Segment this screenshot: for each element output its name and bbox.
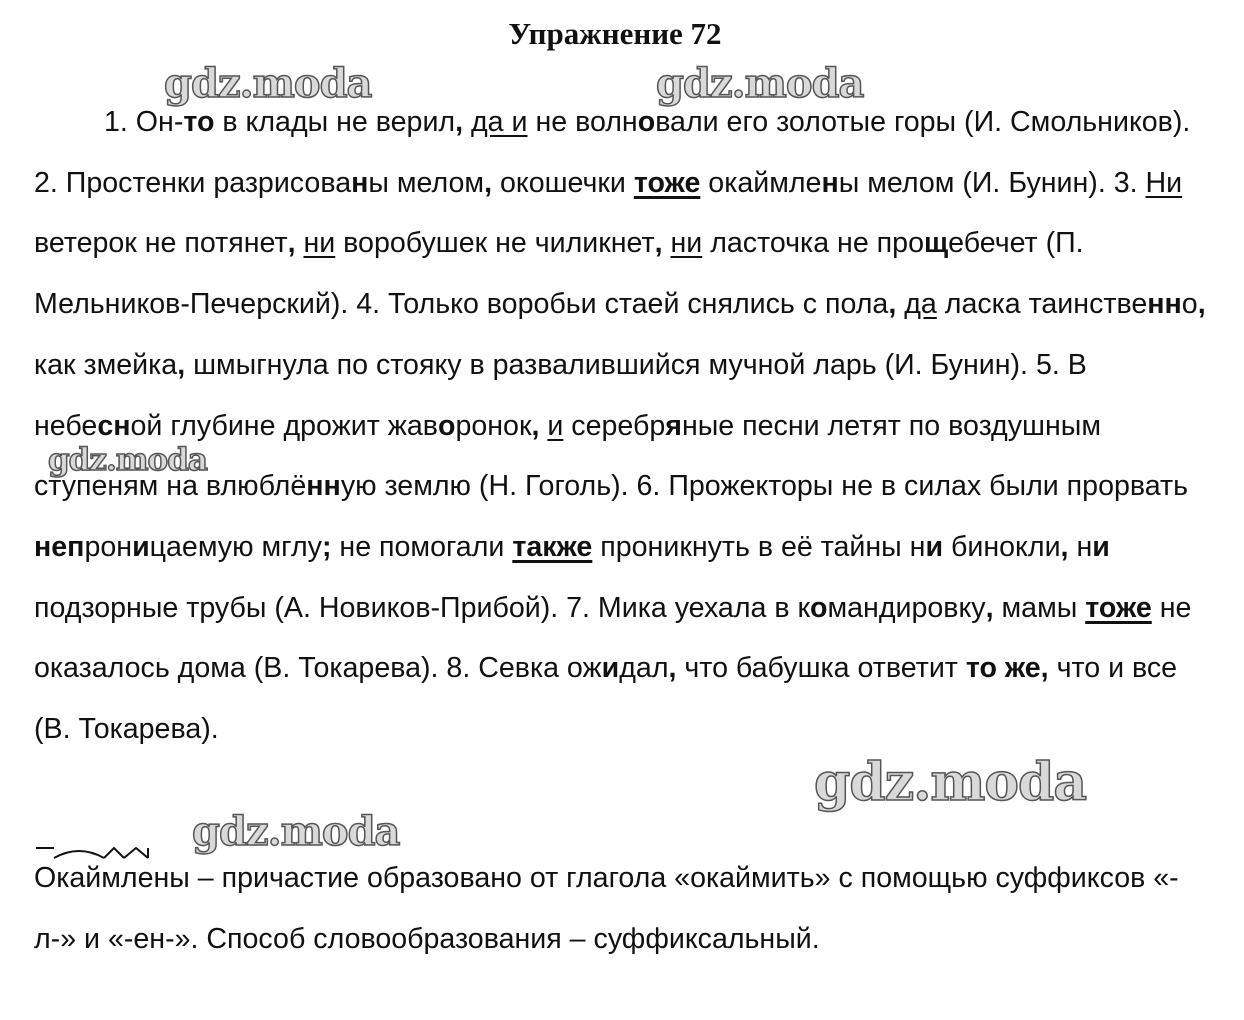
bold-letter: и <box>925 530 944 563</box>
bold-comma: , <box>1060 530 1077 563</box>
text-run: шмыгнула по стояку в развалившийся мучной ларь (И. Бунин). 5. В небе <box>34 348 1087 442</box>
exercise-text <box>34 92 1208 760</box>
underlined-conjunction: и <box>547 409 564 442</box>
text-run: цаемую мглу <box>149 530 322 563</box>
morphemic-analysis <box>34 848 1208 970</box>
text-run: ебечет (П. Мельников-Печерский). 4. Только воробьи стаей снялись с пола <box>34 227 1084 321</box>
text-run: в клады не верил <box>214 106 456 138</box>
underlined-conjunction: Ни <box>1145 166 1183 199</box>
bold-comma: , <box>177 348 186 381</box>
text-run: ронок <box>455 409 532 442</box>
bold-semicolon: ; <box>321 530 332 563</box>
text-run: воробушек не чиликнет <box>335 227 655 260</box>
watermark: gdz.moda <box>814 752 1087 813</box>
text-run: ветерок не потянет <box>34 227 288 260</box>
bold-comma: , <box>888 288 905 321</box>
double-underlined-word: также <box>512 530 593 563</box>
bold-letter: о <box>637 106 656 138</box>
double-underlined-word: тоже <box>1085 591 1152 624</box>
analyzed-word-text: Окаймлены <box>34 862 190 894</box>
text-run: ласка таинстве <box>936 288 1148 321</box>
text-run: как змейка <box>34 348 178 381</box>
bold-letter: нн <box>1147 288 1182 321</box>
bold-letter: с <box>97 409 114 442</box>
bold-comma: , <box>484 166 493 199</box>
text-run: что бабушка ответит <box>676 652 966 685</box>
text-run: окаймле <box>700 166 822 199</box>
bold-comma: , <box>1197 288 1206 321</box>
text-run: серебр <box>563 409 666 442</box>
text-run: рон <box>84 530 133 563</box>
morpheme-marks-icon <box>34 842 194 872</box>
bold-letter: щ <box>923 227 949 260</box>
text-run: о <box>1181 288 1198 321</box>
underlined-conjunction: ни <box>303 227 336 260</box>
text-run: подзорные трубы (А. Новиков-Прибой). 7. Мика уехала в к <box>34 591 810 624</box>
bold-comma: , <box>668 652 677 685</box>
text-run: ы мелом (И. Бунин). 3. <box>838 166 1146 199</box>
text-run: ы мелом <box>368 166 485 199</box>
bold-letter: нн <box>306 470 341 503</box>
watermark: gdz.moda <box>164 60 372 107</box>
text-run: бинокли <box>943 530 1061 563</box>
watermark: gdz.moda <box>48 442 207 478</box>
bold-comma: , <box>531 409 548 442</box>
text-run: ую землю (Н. Гоголь). 6. Прожекторы не в силах были прорвать <box>340 470 1189 503</box>
bold-comma: , <box>1040 652 1049 685</box>
bold-comma: , <box>985 591 994 624</box>
bold-letter: неп <box>34 530 85 563</box>
text-run: дал <box>619 652 669 685</box>
watermark: gdz.moda <box>192 808 400 855</box>
bold-letter: и <box>601 652 620 685</box>
text-run: ой глубине дрожит жав <box>130 409 438 442</box>
text-run: мандировку <box>827 591 986 624</box>
underlined-conjunction: ни <box>670 227 703 260</box>
bold-letter: и <box>1092 530 1110 563</box>
text-run: не волн <box>527 106 638 138</box>
bold-comma: , <box>287 227 304 260</box>
text-run: вали его золотые горы (И. Смольников). 2. Простенки разрисова <box>34 106 1191 199</box>
text-run: проникнуть в её тайны н <box>592 530 926 563</box>
bold-comma: , <box>654 227 671 260</box>
text-run: не оказалось дома (В. Токарева). 8. Севка ож <box>34 591 1192 685</box>
underlined-conjunction: да и <box>471 106 528 138</box>
text-run: мамы <box>993 591 1086 624</box>
watermark: gdz.moda <box>656 60 864 107</box>
text-run: н <box>1076 530 1093 563</box>
text-run: что и все (В. Токарева). <box>34 652 1178 746</box>
bold-letter: н <box>821 166 839 199</box>
bold-letter: о <box>437 409 456 442</box>
bold-letter: о <box>810 591 828 624</box>
bold-letter: я <box>665 409 682 442</box>
page-title: Упражнение 72 <box>508 16 722 51</box>
bold-letter: н <box>351 166 369 199</box>
double-underlined-word: тоже <box>633 166 701 199</box>
bold-comma: , <box>455 106 471 138</box>
analyzed-word <box>34 848 190 909</box>
bold-letter: и <box>132 530 150 563</box>
bold-phrase: то же <box>965 652 1041 685</box>
underlined-conjunction: да <box>904 288 937 321</box>
bold-run: то <box>183 106 215 138</box>
bold-letter: н <box>113 409 131 442</box>
text-run: ласточка не про <box>702 227 924 260</box>
text-run: ные песни летят по воздушным ступеням на влюблё <box>34 409 1101 503</box>
text-run: не помогали <box>331 530 513 563</box>
text-run: 1. Он- <box>104 106 184 138</box>
analysis-text: – причастие образовано от глагола «окаймить» с помощью суффиксов «-л-» и «-ен-». Способ словообразования – суффиксальный. <box>34 862 1179 955</box>
text-run: окошечки <box>492 166 634 199</box>
